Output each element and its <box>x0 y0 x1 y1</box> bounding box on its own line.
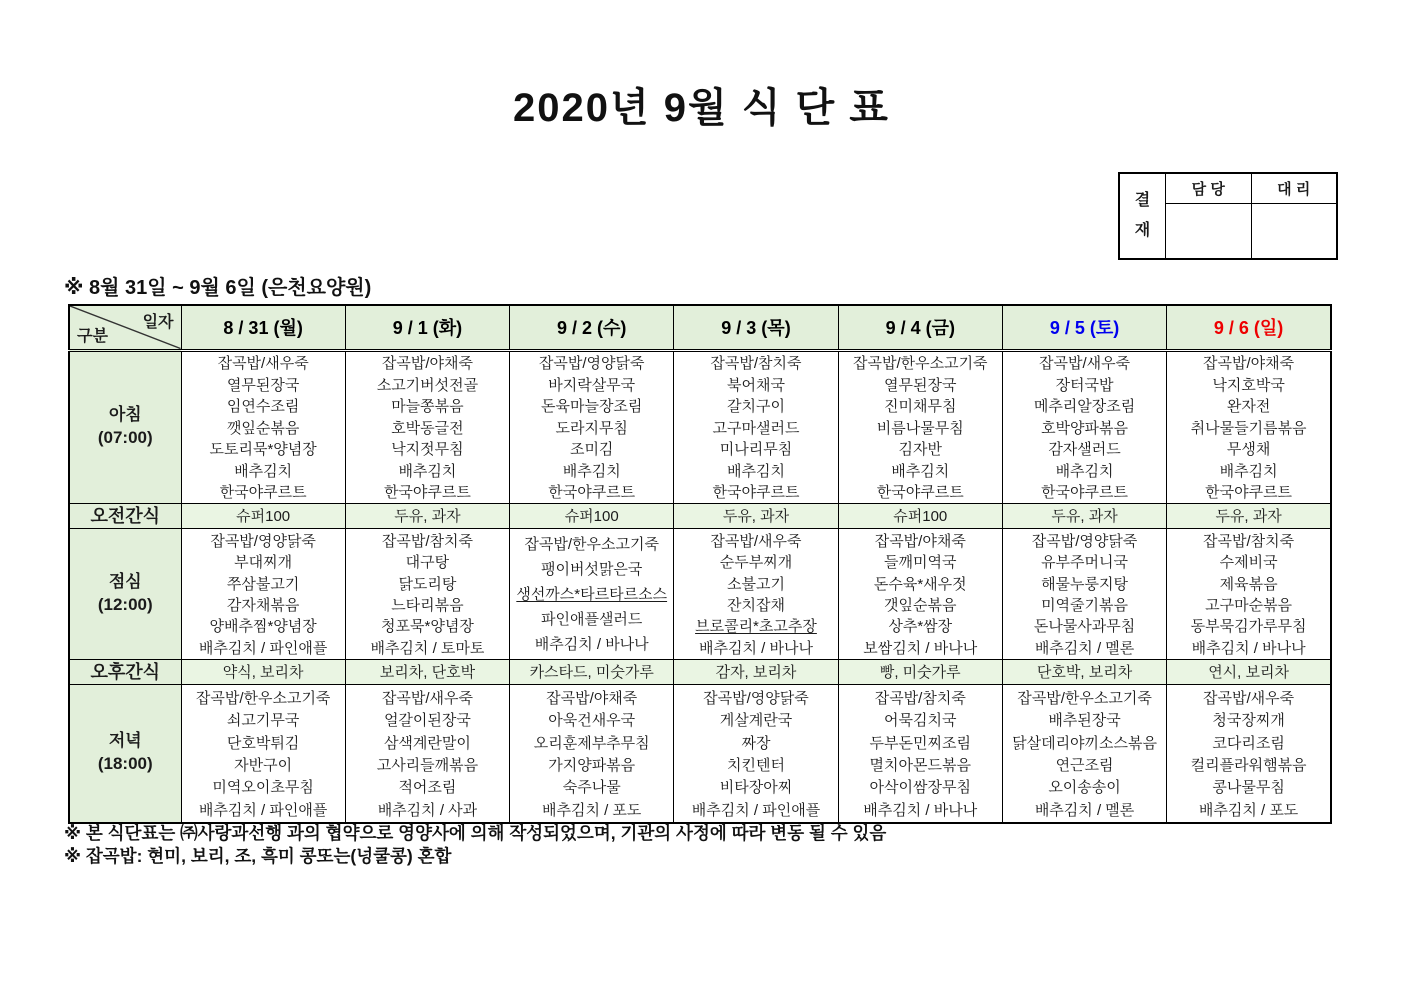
menu-item: 갯잎순볶음 <box>884 596 957 614</box>
menu-item: 잡곡밥/한우소고기죽 <box>524 536 659 554</box>
menu-item: 고구마순볶음 <box>1205 596 1293 614</box>
date-header-2: 9 / 1 (화) <box>345 305 509 350</box>
lunch-cell-5 <box>838 528 1002 659</box>
dinner-cell-5 <box>838 685 1002 823</box>
menu-item: 잡곡밥/새우죽 <box>710 532 802 550</box>
menu-item: 잡곡밥/참치죽 <box>710 355 802 372</box>
menu-item: 배추김치 <box>1055 462 1114 480</box>
menu-item: 수제비국 <box>1219 554 1278 572</box>
menu-item: 잡곡밥/새우죽 <box>1203 689 1295 707</box>
menu-item: 닭살데리야끼소스볶음 <box>1012 734 1157 752</box>
menu-item: 배추된장국 <box>1048 712 1121 730</box>
menu-item: 바지락살무국 <box>548 376 636 394</box>
dinner-cell-7 <box>1167 685 1331 823</box>
pm-snack-cell-7: 연시, 보리차 <box>1167 659 1331 684</box>
menu-item: 청국장찌개 <box>1212 712 1285 730</box>
menu-item: 잡곡밥/영양닭죽 <box>1031 532 1138 550</box>
corner-label-category: 구분 <box>77 327 108 345</box>
footer-notes <box>64 822 886 868</box>
meal-table-wrap <box>68 304 1332 824</box>
menu-item: 컬리플라워햄볶음 <box>1190 757 1307 775</box>
note-agreement: ※ 본 식단표는 ㈜사랑과선행 과의 협약으로 영양사에 의해 작성되었으며, 기관의 사정에 따라 변동 될 수 있음 <box>64 823 887 843</box>
menu-item: 무생채 <box>1226 441 1271 458</box>
menu-item: 비타장아찌 <box>719 779 793 797</box>
menu-item: 배추김치 / 바나나 <box>863 801 978 819</box>
menu-item: 배추김치 <box>1219 462 1278 480</box>
menu-item: 잡곡밥/영양닭죽 <box>703 689 809 707</box>
menu-item: 진미채무침 <box>884 398 957 415</box>
breakfast-cell-6 <box>1002 350 1166 503</box>
menu-item: 잡곡밥/참치죽 <box>1203 532 1295 550</box>
pm-snack-cell-6: 단호박, 보리차 <box>1002 659 1166 684</box>
menu-item: 한국야쿠르트 <box>548 484 636 501</box>
menu-item: 낙지젓무침 <box>391 441 464 458</box>
menu-item: 잡곡밥/새우죽 <box>1038 355 1131 372</box>
approval-signature-daeri <box>1252 204 1337 258</box>
menu-item: 멸치아몬드볶음 <box>869 757 971 775</box>
menu-item: 양배추찜*양념장 <box>209 618 317 636</box>
menu-item: 잡곡밥/참치죽 <box>381 532 473 550</box>
date-header-row <box>69 305 1331 350</box>
note-grain-mix: ※ 잡곡밥: 현미, 보리, 조, 흑미 콩또는(넝쿨콩) 혼합 <box>64 846 452 866</box>
menu-item: 느타리볶음 <box>391 596 464 614</box>
date-header-4: 9 / 3 (목) <box>674 305 838 350</box>
date-header-5: 9 / 4 (금) <box>838 305 1002 350</box>
menu-item: 브로콜리*초고추장 <box>695 618 817 636</box>
menu-item: 닭도리탕 <box>398 575 457 593</box>
menu-item: 조미김 <box>569 441 614 458</box>
menu-item: 비름나물무침 <box>876 419 964 437</box>
menu-item: 배추김치 / 토마토 <box>370 639 485 657</box>
approval-col-damdang: 담 당 <box>1166 174 1252 203</box>
approval-signature-row <box>1166 204 1336 258</box>
pm-snack-cell-3: 카스타드, 미숫가루 <box>510 659 674 684</box>
menu-item: 잡곡밥/새우죽 <box>381 689 473 707</box>
menu-item: 숙주나물 <box>562 779 621 797</box>
menu-item: 잡곡밥/야채죽 <box>1203 355 1295 372</box>
lunch-cell-7 <box>1167 528 1331 659</box>
lunch-cell-3 <box>510 528 674 659</box>
menu-item: 배추김치 / 포도 <box>1198 801 1299 819</box>
menu-item: 잡곡밥/새우죽 <box>217 355 309 372</box>
row-label-dinner: 저녁 (18:00) <box>69 685 181 823</box>
approval-header-row <box>1166 174 1336 204</box>
approval-columns <box>1166 174 1336 258</box>
breakfast-cell-5 <box>838 350 1002 503</box>
row-label-breakfast: 아침 (07:00) <box>69 350 181 503</box>
menu-item: 잡곡밥/야채죽 <box>874 532 966 550</box>
lunch-row <box>69 528 1331 659</box>
week-range-subtitle: ※ 8월 31일 ~ 9월 6일 (은천요양원) <box>64 277 372 299</box>
menu-item: 배추김치 / 바나나 <box>699 639 813 657</box>
menu-item: 어묵김치국 <box>884 712 957 730</box>
breakfast-cell-1 <box>181 350 345 503</box>
menu-item: 삼색계란말이 <box>383 734 471 752</box>
menu-item: 돈수육*새우젓 <box>873 575 967 593</box>
menu-item: 잡곡밥/참치죽 <box>874 689 966 707</box>
menu-item: 미나리무침 <box>719 441 793 458</box>
approval-title-cell <box>1120 174 1166 258</box>
menu-item: 배추김치 / 파인애플 <box>198 639 328 657</box>
menu-item: 열무된장국 <box>884 376 957 394</box>
breakfast-cell-2 <box>345 350 509 503</box>
menu-item: 배추김치 / 파인애플 <box>691 801 821 819</box>
lunch-cell-6 <box>1002 528 1166 659</box>
menu-item: 코다리조림 <box>1212 734 1285 752</box>
menu-item: 배추김치 <box>398 462 457 480</box>
menu-item: 호박동글전 <box>391 419 464 437</box>
approval-box <box>1118 172 1338 260</box>
pm-snack-row <box>69 659 1331 684</box>
breakfast-cell-3 <box>510 350 674 503</box>
menu-item: 임연수조림 <box>226 398 300 415</box>
menu-item: 미역줄기볶음 <box>1041 596 1129 614</box>
menu-item: 배추김치 <box>891 462 950 480</box>
menu-item: 고구마샐러드 <box>712 419 800 437</box>
menu-item: 보쌈김치 / 바나나 <box>863 639 978 657</box>
am-snack-cell-5: 슈퍼100 <box>838 503 1002 528</box>
menu-item: 배추김치 <box>727 462 785 480</box>
menu-item: 적어조림 <box>398 779 457 797</box>
menu-item: 감자채볶음 <box>226 596 300 614</box>
menu-item: 열무된장국 <box>226 376 300 394</box>
menu-item: 콩나물무침 <box>1212 779 1285 797</box>
date-header-6: 9 / 5 (토) <box>1002 305 1166 350</box>
menu-item: 깻잎순볶음 <box>226 419 300 437</box>
menu-item: 대구탕 <box>405 554 450 572</box>
menu-item: 쭈삼불고기 <box>226 575 300 593</box>
menu-item: 도토리묵*양념장 <box>209 441 317 458</box>
date-header-3: 9 / 2 (수) <box>510 305 674 350</box>
menu-item: 생선까스*타르타르소스 <box>516 586 668 604</box>
breakfast-row <box>69 350 1331 503</box>
menu-item: 도라지무침 <box>555 419 628 437</box>
menu-item: 돈나물사과무침 <box>1033 618 1136 636</box>
menu-item: 게살계란국 <box>719 712 793 730</box>
approval-signature-damdang <box>1166 204 1252 258</box>
pm-snack-cell-1: 약식, 보리차 <box>181 659 345 684</box>
menu-item: 취나물들기름볶음 <box>1190 419 1307 437</box>
menu-item: 북어채국 <box>727 376 785 394</box>
menu-item: 상추*쌈장 <box>888 618 953 636</box>
am-snack-cell-7: 두유, 과자 <box>1167 503 1331 528</box>
menu-item: 잔치잡채 <box>727 596 785 614</box>
row-label-lunch: 점심 (12:00) <box>69 528 181 659</box>
menu-item: 한국야쿠르트 <box>219 484 307 501</box>
menu-item: 유부주머니국 <box>1041 554 1129 572</box>
menu-item: 단호박튀김 <box>226 734 300 752</box>
menu-item: 배추김치 / 사과 <box>377 801 478 819</box>
menu-item: 잡곡밥/야채죽 <box>381 355 473 372</box>
breakfast-cell-7 <box>1167 350 1331 503</box>
menu-item: 배추김치 <box>234 462 293 480</box>
menu-item: 장터국밥 <box>1055 376 1114 394</box>
lunch-cell-2 <box>345 528 509 659</box>
menu-item: 오리훈제부추무침 <box>533 734 650 752</box>
menu-item: 배추김치 / 멜론 <box>1034 639 1135 657</box>
menu-item: 잡곡밥/야채죽 <box>546 689 638 707</box>
menu-item: 순두부찌개 <box>719 554 793 572</box>
menu-item: 돈육마늘장조림 <box>540 398 643 415</box>
pm-snack-cell-5: 빵, 미숫가루 <box>838 659 1002 684</box>
menu-item: 한국야쿠르트 <box>1205 484 1293 501</box>
menu-item: 연근조림 <box>1055 757 1114 775</box>
menu-item: 잡곡밥/한우소고기죽 <box>195 689 331 707</box>
pm-snack-cell-2: 보리차, 단호박 <box>345 659 509 684</box>
menu-item: 한국야쿠르트 <box>712 484 800 501</box>
date-header-7: 9 / 6 (일) <box>1167 305 1331 350</box>
corner-label-date: 일자 <box>142 314 174 331</box>
am-snack-cell-3: 슈퍼100 <box>510 503 674 528</box>
menu-item: 청포묵*양념장 <box>381 618 474 636</box>
am-snack-row <box>69 503 1331 528</box>
dinner-cell-1 <box>181 685 345 823</box>
menu-item: 자반구이 <box>234 757 293 775</box>
menu-item: 갈치구이 <box>727 398 785 415</box>
dinner-cell-6 <box>1002 685 1166 823</box>
am-snack-cell-6: 두유, 과자 <box>1002 503 1166 528</box>
menu-item: 부대찌개 <box>234 554 293 572</box>
menu-item: 잡곡밥/영양닭죽 <box>210 532 316 550</box>
corner-cell <box>69 305 181 350</box>
date-header-1: 8 / 31 (월) <box>181 305 345 350</box>
menu-item: 얼갈이된장국 <box>383 712 471 730</box>
menu-item: 호박양파볶음 <box>1041 419 1129 437</box>
menu-item: 한국야쿠르트 <box>876 484 964 501</box>
menu-item: 배추김치 / 바나나 <box>534 636 649 654</box>
menu-item: 미역오이초무침 <box>212 779 314 797</box>
menu-item: 배추김치 / 멜론 <box>1034 801 1135 819</box>
breakfast-cell-4 <box>674 350 838 503</box>
menu-item: 한국야쿠르트 <box>1041 484 1129 501</box>
menu-item: 아삭이쌈장무침 <box>869 779 971 797</box>
menu-item: 낙지호박국 <box>1212 376 1285 394</box>
menu-item: 파인애플샐러드 <box>540 611 643 629</box>
am-snack-cell-1: 슈퍼100 <box>181 503 345 528</box>
menu-item: 한국야쿠르트 <box>383 484 471 501</box>
row-label-am-snack: 오전간식 <box>69 503 181 528</box>
lunch-cell-4 <box>674 528 838 659</box>
menu-item: 소고기버섯전골 <box>376 376 479 394</box>
menu-item: 메추리알장조림 <box>1033 398 1136 415</box>
menu-item: 잡곡밥/한우소고기죽 <box>1017 689 1152 707</box>
menu-item: 마늘쫑볶음 <box>391 398 464 415</box>
am-snack-cell-4: 두유, 과자 <box>674 503 838 528</box>
menu-item: 해물누룽지탕 <box>1041 575 1129 593</box>
menu-item: 팽이버섯맑은국 <box>540 561 643 579</box>
menu-item: 치킨텐터 <box>727 757 785 775</box>
dinner-row <box>69 685 1331 823</box>
approval-col-daeri: 대 리 <box>1277 181 1311 198</box>
menu-item: 두부돈민찌조림 <box>869 734 971 752</box>
menu-item: 잡곡밥/한우소고기죽 <box>852 355 988 372</box>
lunch-cell-1 <box>181 528 345 659</box>
menu-item: 배추김치 / 바나나 <box>1191 639 1306 657</box>
menu-item: 배추김치 / 파인애플 <box>198 801 328 819</box>
menu-item: 오이송송이 <box>1048 779 1121 797</box>
menu-item: 배추김치 / 포도 <box>541 801 642 819</box>
menu-item: 김자반 <box>898 441 942 458</box>
row-label-pm-snack: 오후간식 <box>69 659 181 684</box>
pm-snack-cell-4: 감자, 보리차 <box>674 659 838 684</box>
menu-item: 쇠고기무국 <box>226 712 300 730</box>
menu-item: 제육볶음 <box>1219 575 1278 593</box>
meal-table <box>68 304 1332 824</box>
menu-item: 동부묵김가루무침 <box>1190 618 1307 636</box>
approval-title: 결재 <box>1134 191 1151 239</box>
menu-item: 짜장 <box>741 734 771 752</box>
menu-item: 들깨미역국 <box>884 554 957 572</box>
menu-item: 아욱건새우국 <box>548 712 636 730</box>
am-snack-cell-2: 두유, 과자 <box>345 503 509 528</box>
dinner-cell-3 <box>510 685 674 823</box>
menu-item: 잡곡밥/영양닭죽 <box>538 355 645 372</box>
menu-item: 가지양파볶음 <box>548 757 636 775</box>
menu-item: 감자샐러드 <box>1048 441 1121 458</box>
page-title: 2020년 9월 식 단 표 <box>513 86 890 130</box>
dinner-cell-2 <box>345 685 509 823</box>
menu-item: 소불고기 <box>727 575 785 593</box>
menu-item: 고사리들깨볶음 <box>376 757 479 775</box>
menu-item: 배추김치 <box>562 462 621 480</box>
menu-item: 완자전 <box>1226 398 1271 415</box>
dinner-cell-4 <box>674 685 838 823</box>
